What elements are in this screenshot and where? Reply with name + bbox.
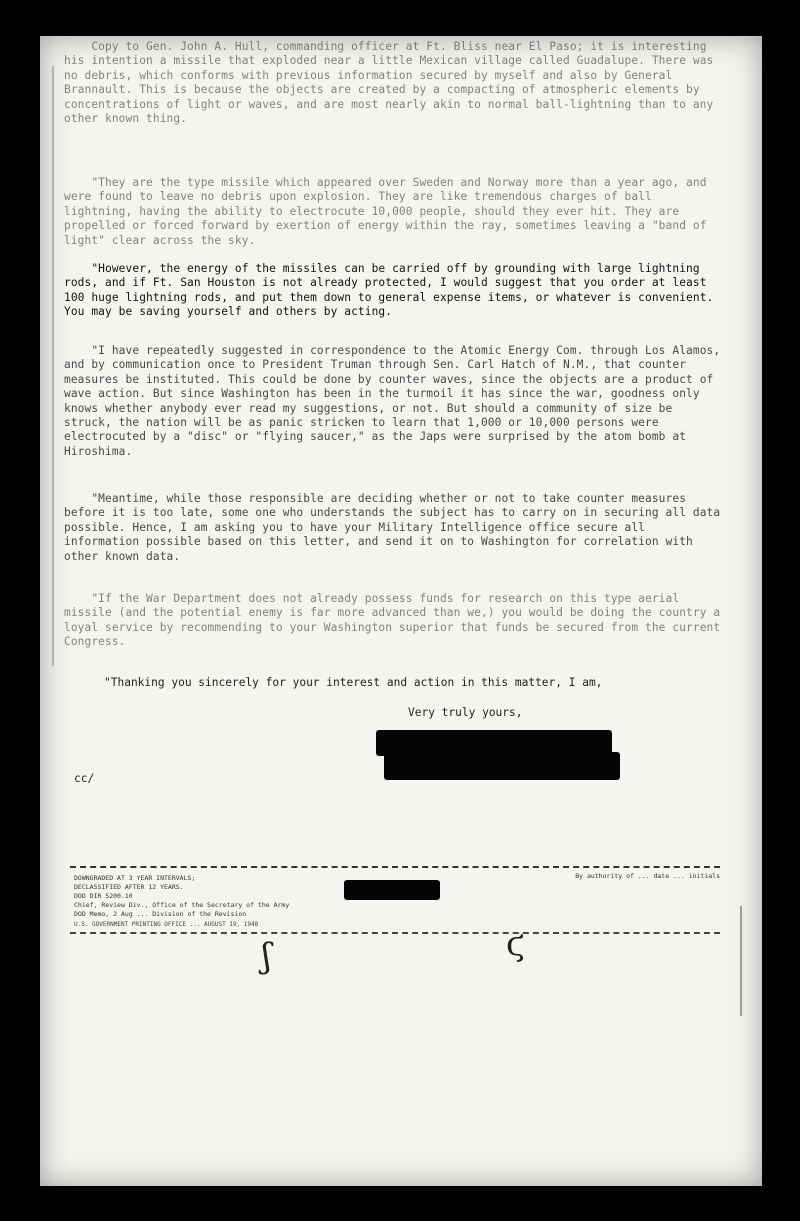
margin-shadow [52,66,54,666]
stamp-left-text [74,874,354,919]
stamp-right-text: By authority of ... date ... initials [575,872,720,880]
stamp-redaction [344,880,440,900]
paragraph-4: "I have repeatedly suggested in correspondence to the Atomic Energy Com. through Los Alamos, and by communication once to President Truman through Sen. Carl Hatch of N.M., that counter measures be instituted. This could be done by counter waves, since the objects are a product of wave action. But since Washington has been in the turmoil it has since the war, goodness only knows whether anybody ever read my suggestions, or not. But should a community of size be struck, the nation will be as panic stricken to learn that 1,000 or 10,000 persons were electrocuted by a "disc" or "flying saucer," as the Japs were surprised by the atom bomb at Hiroshima. [64,344,728,458]
edge-mark [740,906,742,1016]
paragraph-5: "Meantime, while those responsible are deciding whether or not to take counter measures before it is too late, some one who understands the subject has to carry on in securing all data possible. Hence, I am asking you to have your Military Intelligence office secure all information possible based on this letter, and send it on to Washington for correlation with other known data. [64,492,728,563]
stamp-line: DOD Memo, 2 Aug ... Division of the Revision [74,910,247,918]
paragraph-1: Copy to Gen. John A. Hull, commanding officer at Ft. Bliss near El Paso; it is interesting his intention a missile that exploded near a little Mexican village called Guadalupe. There was no debris, which conforms with previous information secured by myself and also by General Brannault. This is because the objects are created by a compacting of atmospheric elements by concentrations of light or waves, and are most nearly akin to normal ball-lightning than to any other known thing. [64,40,721,126]
redaction-bar [384,752,620,780]
handwritten-mark: ʃ [262,936,272,976]
paragraph-6: "If the War Department does not already possess funds for research on this type aerial missile (and the potential enemy is far more advanced than we,) you would be doing the country a loyal service by recommending to your Washington superior that funds be secured from the current Congress. [64,592,728,649]
signoff: Very truly yours, [408,706,523,719]
closing-line: "Thanking you sincerely for your interest and action in this matter, I am, [104,676,603,689]
stamp-line: DECLASSIFIED AFTER 12 YEARS. [74,883,184,891]
stamp-line: DOD DIR 5200.10 [74,892,133,900]
declassification-stamp [70,866,720,934]
paragraph-3: "However, the energy of the missiles can be carried off by grounding with large lightning rods, and if Ft. San Houston is not already protected, I would suggest that you order at least 100 huge lightning rods, and put them down to general expense items, or whatever is convenient. You may be saving yourself and others by acting. [64,262,721,319]
stamp-line: DOWNGRADED AT 3 YEAR INTERVALS; [74,874,196,882]
stamp-line: Chief, Review Div., Office of the Secretary of the Army [74,901,290,909]
paragraph-2: "They are the type missile which appeared over Sweden and Norway more than a year ago, and were found to leave no debris upon explosion. They are like tremendous charges of ball lightning, having the ability to electrocute 10,000 people, should they ever hit. They are propelled or forced forward by exertion of energy within the ray, sometimes leaving a "band of light" clear across the sky. [64,176,714,247]
printing-footnote: U.S. GOVERNMENT PRINTING OFFICE ... AUGUST 19, 1948 [74,921,259,928]
handwritten-mark: ϛ [506,924,526,964]
cc-line: cc/ [74,772,95,785]
document-page [40,36,762,1186]
